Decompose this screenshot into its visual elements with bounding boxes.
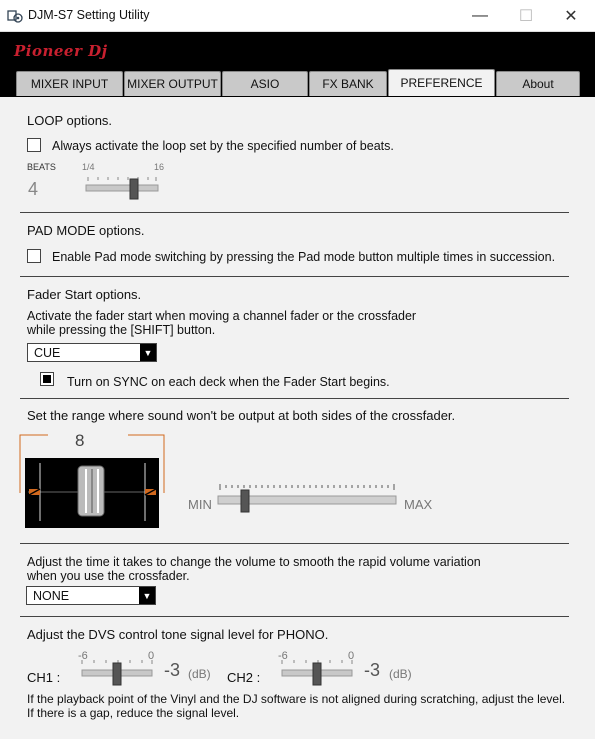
preference-panel	[0, 97, 595, 739]
chevron-down-icon: ▼	[140, 344, 156, 361]
divider	[20, 212, 569, 213]
ch1-unit: (dB)	[188, 667, 211, 681]
minimize-button[interactable]	[457, 0, 503, 31]
ch2-value: -3	[364, 660, 381, 680]
divider	[20, 276, 569, 277]
tab-mixer-input[interactable]: MIXER INPUT	[16, 71, 123, 96]
ch1-scale-max: 0	[148, 650, 155, 662]
tab-fx-bank[interactable]: FX BANK	[309, 71, 387, 96]
crossfader-range-title: Set the range where sound won't be output at both sides of the crossfader.	[27, 408, 456, 423]
ch2-level-thumb	[313, 663, 321, 685]
dvs-note-1: If the playback point of the Vinyl and the DJ software is not aligned during scratching, adjust the level.	[27, 692, 566, 706]
pad-mode-checkbox-label: Enable Pad mode switching by pressing the Pad mode button multiple times in succession.	[52, 250, 556, 264]
sync-checkbox-label: Turn on SYNC on each deck when the Fader Start begins.	[67, 375, 390, 389]
fader-start-select[interactable]: CUE ▼	[27, 343, 157, 362]
chevron-down-icon: ▼	[139, 587, 155, 604]
crossfader-range-slider[interactable]	[216, 480, 400, 516]
crossfader-range-graphic	[18, 433, 168, 529]
fader-start-title: Fader Start options.	[27, 287, 142, 302]
app-icon	[7, 8, 23, 24]
title-bar	[0, 0, 595, 32]
divider	[20, 616, 569, 617]
tab-about[interactable]: About	[496, 71, 580, 96]
dvs-note-2: If there is a gap, reduce the signal level.	[27, 706, 240, 720]
beats-slider[interactable]	[84, 173, 160, 201]
divider	[20, 543, 569, 544]
ch2-label: CH2 :	[227, 670, 261, 685]
tab-preference[interactable]: PREFERENCE	[388, 69, 495, 96]
loop-checkbox-label: Always activate the loop set by the specified number of beats.	[52, 139, 394, 153]
crossfader-curve-select[interactable]: NONE ▼	[26, 586, 156, 605]
ch2-level-slider[interactable]	[280, 658, 356, 688]
min-label: MIN	[188, 497, 212, 512]
ch2-scale-max: 0	[348, 650, 355, 662]
crossfader-curve-desc-1: Adjust the time it takes to change the volume to smooth the rapid volume variation	[27, 555, 481, 569]
beats-min-label: 1/4	[82, 162, 95, 172]
pad-mode-checkbox[interactable]	[27, 249, 41, 263]
ch1-level-thumb	[113, 663, 121, 685]
ch1-scale-min: -6	[78, 650, 88, 662]
beats-value: 4	[28, 179, 39, 199]
loop-checkbox[interactable]	[27, 138, 41, 152]
ch1-label: CH1 :	[27, 670, 61, 685]
ch1-level-slider[interactable]	[80, 658, 156, 688]
close-icon: ✕	[564, 7, 578, 25]
tab-mixer-output[interactable]: MIXER OUTPUT	[124, 71, 221, 96]
dvs-title: Adjust the DVS control tone signal level for PHONO.	[27, 627, 329, 642]
maximize-icon: ☐	[518, 7, 534, 25]
crossfader-range-value: 8	[75, 431, 85, 450]
tab-asio[interactable]: ASIO	[222, 71, 308, 96]
divider	[20, 398, 569, 399]
ch2-scale-min: -6	[278, 650, 288, 662]
beats-slider-thumb	[130, 179, 138, 199]
loop-options-title: LOOP options.	[27, 113, 113, 128]
pioneer-logo: Pioneer Dj	[14, 42, 108, 60]
close-button[interactable]	[548, 0, 594, 31]
crossfader-curve-desc-2: when you use the crossfader.	[27, 569, 190, 583]
pad-mode-title: PAD MODE options.	[27, 223, 145, 238]
ch2-unit: (dB)	[389, 667, 412, 681]
crossfader-range-thumb	[241, 490, 249, 512]
minimize-icon: —	[472, 6, 488, 24]
beats-max-label: 16	[154, 162, 165, 172]
maximize-button[interactable]	[503, 0, 549, 31]
fader-start-desc-1: Activate the fader start when moving a channel fader or the crossfader	[27, 309, 417, 323]
window-title: DJM-S7 Setting Utility	[28, 8, 150, 22]
ch1-value: -3	[164, 660, 181, 680]
beats-label: BEATS	[27, 162, 56, 172]
fader-start-desc-2: while pressing the [SHIFT] button.	[27, 323, 216, 337]
sync-checkbox[interactable]	[40, 372, 54, 386]
max-label: MAX	[404, 497, 433, 512]
